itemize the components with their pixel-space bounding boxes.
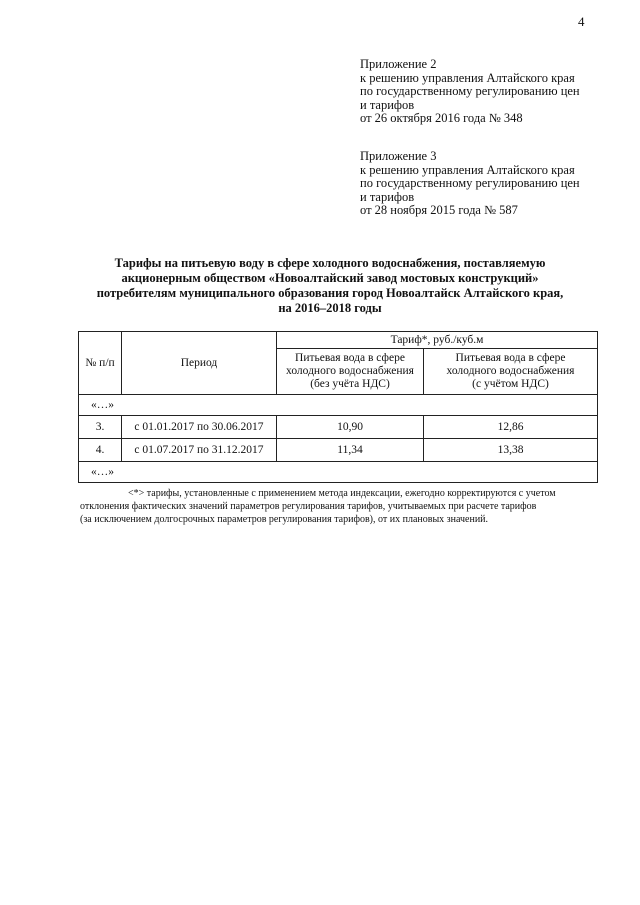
appendix-line: Приложение 2 [360,57,437,71]
footnote [80,487,600,526]
cell-without-vat: 10,90 [277,416,424,439]
appendix-line: к решению управления Алтайского края [360,70,575,85]
cell-period: с 01.07.2017 по 31.12.2017 [122,439,277,462]
appendix-line: Приложение 3 [360,149,437,163]
header-line: Питьевая вода в сфере [455,352,566,364]
appendix-2-header [360,58,610,126]
cell-number: 4. [79,439,122,462]
title-line: потребителям муниципального образования город Новоалтайск Алтайского края, [96,286,564,300]
tariff-table [78,331,598,483]
header-number: № п/п [79,332,122,395]
cell-without-vat: 11,34 [277,439,424,462]
appendix-line: по государственному регулированию цен [360,176,580,190]
appendix-line: к решению управления Алтайского края [360,162,575,177]
document-title [60,256,600,316]
header-line: холодного водоснабжения [286,365,414,377]
ellipsis-cell: «…» [79,395,598,416]
appendix-line: и тарифов [360,97,415,112]
header-line: холодного водоснабжения [446,365,575,377]
header-tariff: Тариф*, руб./куб.м [277,332,598,349]
appendix-line: от 26 октября 2016 года № 348 [360,111,523,125]
footnote-line: <*> тарифы, установленные с применением метода индексации, ежегодно корректируются с учетом [128,488,556,499]
title-line: Тарифы на питьевую воду в сфере холодного водоснабжения, поставляемую [114,256,546,270]
footnote-line: (за исключением долгосрочных параметров регулирования тарифов), от их плановых значений. [80,514,489,525]
page-number: 4 [578,14,585,29]
appendix-3-header [360,150,610,218]
header-line: (без учёта НДС) [310,378,390,390]
table-row [79,439,598,462]
cell-with-vat: 12,86 [424,416,598,439]
cell-with-vat: 13,38 [424,439,598,462]
table-row-ellipsis [79,395,598,416]
header-without-vat [277,349,424,395]
header-with-vat [424,349,598,395]
cell-period: с 01.01.2017 по 30.06.2017 [122,416,277,439]
appendix-line: и тарифов [360,189,415,204]
appendix-line: по государственному регулированию цен [360,84,580,98]
table-row [79,416,598,439]
header-period: Период [122,332,277,395]
cell-number: 3. [79,416,122,439]
header-line: (с учётом НДС) [472,378,549,390]
footnote-line: отклонения фактических значений параметров регулирования тарифов, учитываемых при расчете тарифов [80,501,537,512]
title-line: акционерным обществом «Новоалтайский завод мостовых конструкций» [121,271,539,285]
title-line: на 2016–2018 годы [278,301,382,315]
table-header-row [79,332,598,349]
header-line: Питьевая вода в сфере [295,352,405,364]
ellipsis-cell: «…» [79,462,598,483]
appendix-line: от 28 ноября 2015 года № 587 [360,203,518,217]
table-row-ellipsis [79,462,598,483]
